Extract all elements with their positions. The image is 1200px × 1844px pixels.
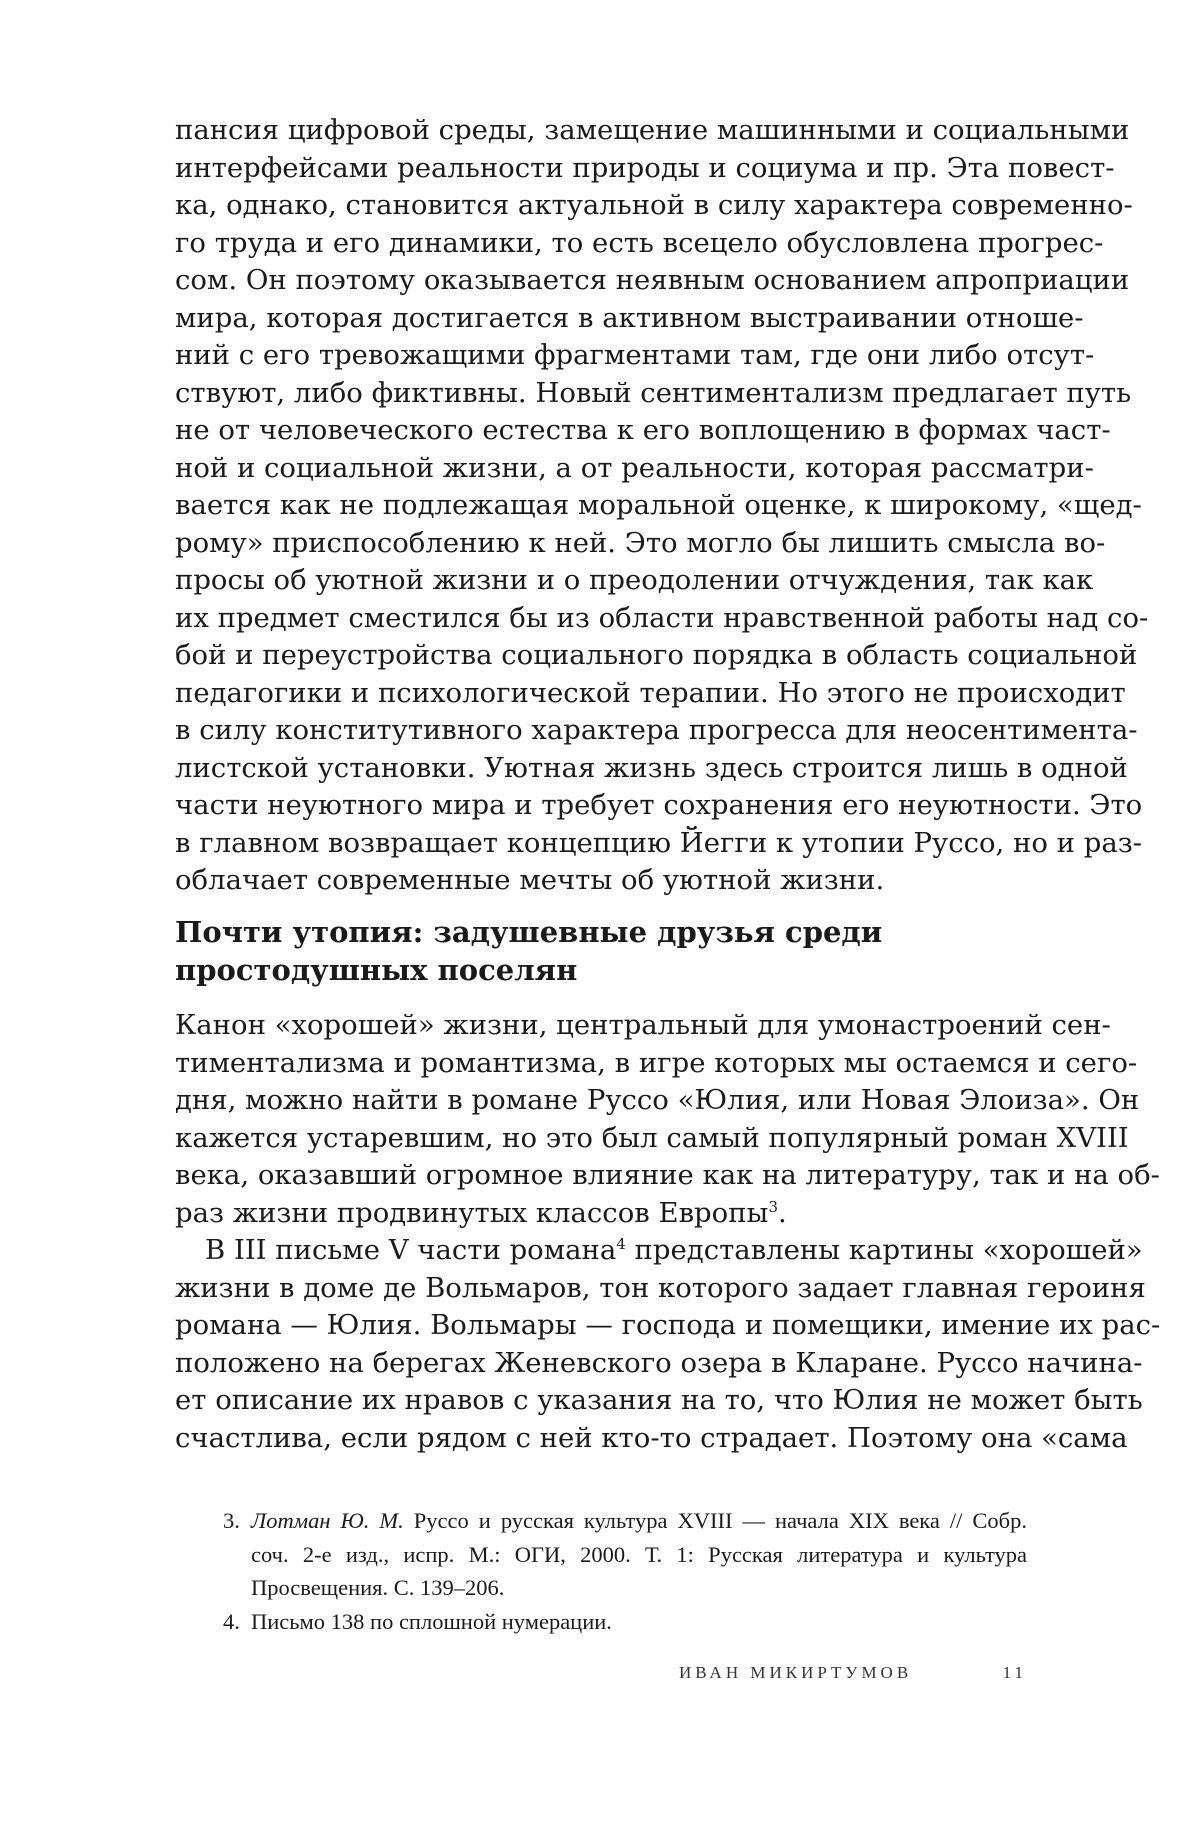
footnote-author: Лотман Ю. М.: [251, 1508, 404, 1533]
text-line: листской установки. Уютная жизнь здесь строится лишь в одной: [175, 751, 1128, 784]
text-line: не от человеческого естества к его воплощению в формах част-: [175, 414, 1111, 446]
text-fragment: Руссо и русская культура XVIII — начала XIX века // Собр.: [403, 1508, 1027, 1533]
text-line: счастлива, если рядом с ней кто-то страдает. Поэтому она «сама: [175, 1421, 1128, 1454]
text-line: положено на берегах Женевского озера в Кларане. Руссо начина-: [175, 1346, 1143, 1379]
text-line: рому» приспособлению к ней. Это могло бы лишить смысла во-: [175, 526, 1106, 559]
text-line: части неуютного мира и требует сохранения его неуютности. Это: [175, 789, 1143, 821]
footnote-ref[interactable]: 3: [768, 1197, 778, 1216]
text-line: [175, 1195, 1027, 1233]
footnote-ref[interactable]: 4: [616, 1234, 626, 1253]
text-line: кажется устаревшим, но это был самый популярный роман XVIII: [175, 1121, 1129, 1154]
footnote-line: Письмо 138 по сплошной нумерации.: [251, 1608, 612, 1634]
text-fragment: раз жизни продвинутых классов Европы: [175, 1196, 769, 1229]
text-line: ствуют, либо фиктивны. Новый сентиментализм предлагает путь: [175, 376, 1132, 409]
text-line: ка, однако, становится актуальной в силу характера современно-: [175, 189, 1133, 221]
footnotes: [223, 1504, 1027, 1638]
footnote-line: соч. 2-е изд., испр. М.: ОГИ, 2000. Т. 1: Русская литература и культура: [251, 1541, 1027, 1567]
footnote-line: Просвещения. С. 139–206.: [251, 1575, 505, 1600]
page-number: 11: [1002, 1663, 1027, 1682]
text-line: дня, можно найти в романе Руссо «Юлия, или Новая Элоиза». Он: [175, 1084, 1140, 1116]
text-line: в главном возвращает концепцию Йегги к утопии Руссо, но и раз-: [175, 826, 1143, 859]
text-line: облачает современные мечты об уютной жизни.: [175, 864, 885, 896]
paragraph-body: [175, 1007, 1161, 1457]
heading-line: простодушных поселян: [175, 953, 578, 987]
text-line: пансия цифровой среды, замещение машинными и социальными: [175, 114, 1130, 146]
text-line: их предмет сместился бы из области нравственной работы над со-: [175, 601, 1149, 634]
footnote-4: [223, 1605, 1027, 1639]
text-line: бой и переустройства социального порядка в область социальной: [175, 639, 1138, 671]
text-line: интерфейсами реальности природы и социума и пр. Эта повест-: [175, 151, 1115, 184]
text-line: сом. Он поэтому оказывается неявным основанием апроприации: [175, 264, 1130, 296]
text-line: вается как не подлежащая моральной оценке, к широкому, «щед-: [175, 489, 1142, 521]
text-line: ний с его тревожащими фрагментами там, где они либо отсут-: [175, 339, 1095, 371]
text-line: Канон «хорошей» жизни, центральный для умонастроений сен-: [175, 1009, 1111, 1041]
footnote-number: 4.: [223, 1608, 240, 1634]
text-line: тиментализма и романтизма, в игре которых мы остаемся и сего-: [175, 1046, 1138, 1079]
running-author: ИВАН МИКИРТУМОВ: [679, 1663, 913, 1682]
paragraph-continued: [175, 112, 1149, 900]
text-line: в силу конститутивного характера прогресса для неосентимента-: [175, 714, 1138, 746]
text-line: века, оказавший огромное влияние как на литературу, так и на об-: [175, 1159, 1160, 1191]
text-line: жизни в доме де Вольмаров, тон которого задает главная героиня: [175, 1271, 1146, 1304]
text-line: мира, которая достигается в активном выстраивании отноше-: [175, 301, 1084, 334]
text-fragment: представлены картины «хорошей»: [625, 1234, 1143, 1266]
text-line: ной и социальной жизни, а от реальности, которая рассматри-: [175, 451, 1094, 484]
section-heading: [175, 913, 1027, 989]
heading-line: Почти утопия: задушевные друзья среди: [175, 915, 883, 949]
text-line: педагогики и психологической терапии. Но этого не происходит: [175, 676, 1126, 709]
text-fragment: .: [777, 1196, 787, 1229]
footnote-line: [251, 1504, 1027, 1538]
text-line: романа — Юлия. Вольмары — господа и помещики, имение их рас-: [175, 1309, 1161, 1341]
footnote-number: 3.: [223, 1508, 240, 1533]
text-fragment: В III письме V части романа: [205, 1234, 617, 1266]
running-footer: [175, 1663, 1027, 1693]
text-line: [175, 1232, 1143, 1270]
text-line: го труда и его динамики, то есть всецело обусловлена прогрес-: [175, 226, 1104, 259]
footnote-3: [223, 1504, 1027, 1605]
text-line: ет описание их нравов с указания на то, что Юлия не может быть: [175, 1384, 1143, 1416]
text-line: просы об уютной жизни и о преодолении отчуждения, так как: [175, 564, 1094, 596]
